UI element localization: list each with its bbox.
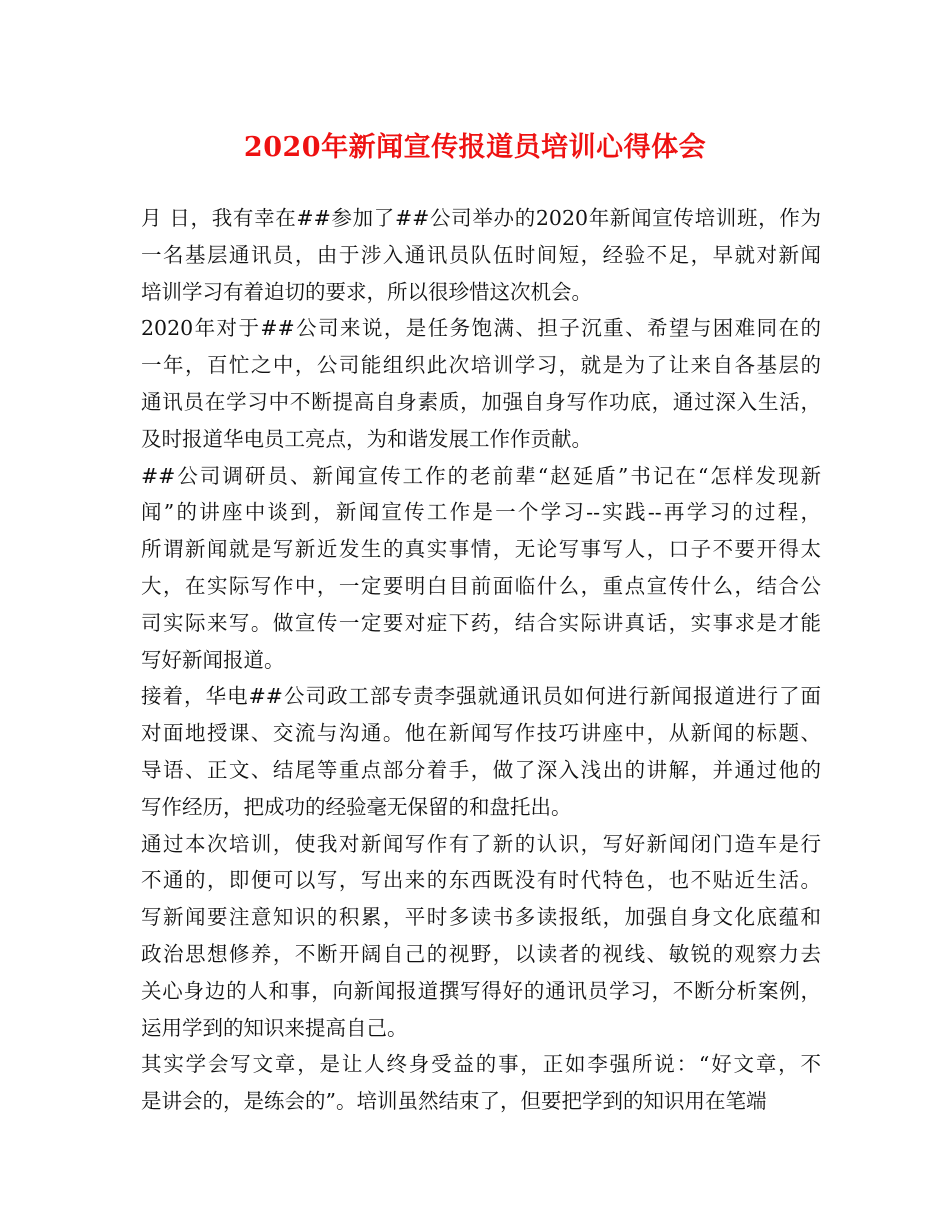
paragraph-line: 运用学到的知识来提高自己。 [141, 1015, 408, 1040]
paragraph-line: 闻”的讲座中谈到，新闻宣传工作是一个学习--实践--再学习的过程， [141, 500, 821, 525]
paragraph-line: 所谓新闻就是写新近发生的真实事情，无论写事写人，口子不要开得太 [141, 537, 821, 562]
paragraph [141, 678, 821, 825]
paragraph-line: 是讲会的，是练会的”。培训虽然结束了，但要把学到的知识用在笔端 [141, 1089, 767, 1114]
paragraph-line: 一名基层通讯员，由于涉入通讯员队伍时间短，经验不足，早就对新闻 [141, 242, 821, 267]
paragraph [141, 458, 821, 679]
paragraph-line: 对面地授课、交流与沟通。他在新闻写作技巧讲座中，从新闻的标题、 [141, 721, 821, 746]
paragraph-line: 培训学习有着迫切的要求，所以很珍惜这次机会。 [141, 279, 592, 304]
paragraph [141, 1046, 821, 1120]
paragraph [141, 200, 821, 310]
paragraph-line: 接着，华电##公司政工部专责李强就通讯员如何进行新闻报道进行了面 [141, 684, 821, 709]
paragraph-line: 导语、正文、结尾等重点部分着手，做了深入浅出的讲解，并通过他的 [141, 757, 821, 782]
paragraph-line: 关心身边的人和事，向新闻报道撰写得好的通讯员学习，不断分析案例， [141, 978, 821, 1003]
paragraph-line: 及时报道华电员工亮点，为和谐发展工作作贡献。 [141, 426, 592, 451]
document-title: 2020年新闻宣传报道员培训心得体会 [243, 132, 707, 163]
document-body [141, 200, 821, 1120]
paragraph-line: 政治思想修养，不断开阔自己的视野，以读者的视线、敏锐的观察力去 [141, 941, 821, 966]
paragraph-line: 通讯员在学习中不断提高自身素质，加强自身写作功底，通过深入生活， [141, 389, 821, 414]
paragraph-line: ##公司调研员、新闻宣传工作的老前辈“赵延盾”书记在“怎样发现新 [141, 463, 821, 488]
paragraph-line: 2020年对于##公司来说，是任务饱满、担子沉重、希望与困难同在的 [141, 316, 821, 341]
paragraph [141, 826, 821, 1047]
paragraph-line: 月 日，我有幸在##参加了##公司举办的2020年新闻宣传培训班，作为 [141, 206, 821, 230]
paragraph-line: 一年，百忙之中，公司能组织此次培训学习，就是为了让来自各基层的 [141, 353, 821, 378]
paragraph-line: 写新闻要注意知识的积累，平时多读书多读报纸，加强自身文化底蕴和 [141, 905, 821, 930]
paragraph-line: 写好新闻报道。 [141, 647, 285, 672]
paragraph-line: 写作经历，把成功的经验毫无保留的和盘托出。 [141, 794, 572, 819]
paragraph-line: 大，在实际写作中，一定要明白目前面临什么，重点宣传什么，结合公 [141, 573, 821, 598]
paragraph-line: 其实学会写文章，是让人终身受益的事，正如李强所说：“好文章，不 [141, 1052, 821, 1077]
paragraph [141, 310, 821, 457]
paragraph-line: 司实际来写。做宣传一定要对症下药，结合实际讲真话，实事求是才能 [141, 610, 821, 635]
paragraph-line: 通过本次培训，使我对新闻写作有了新的认识，写好新闻闭门造车是行 [141, 831, 821, 856]
paragraph-line: 不通的，即便可以写，写出来的东西既没有时代特色，也不贴近生活。 [141, 868, 821, 893]
